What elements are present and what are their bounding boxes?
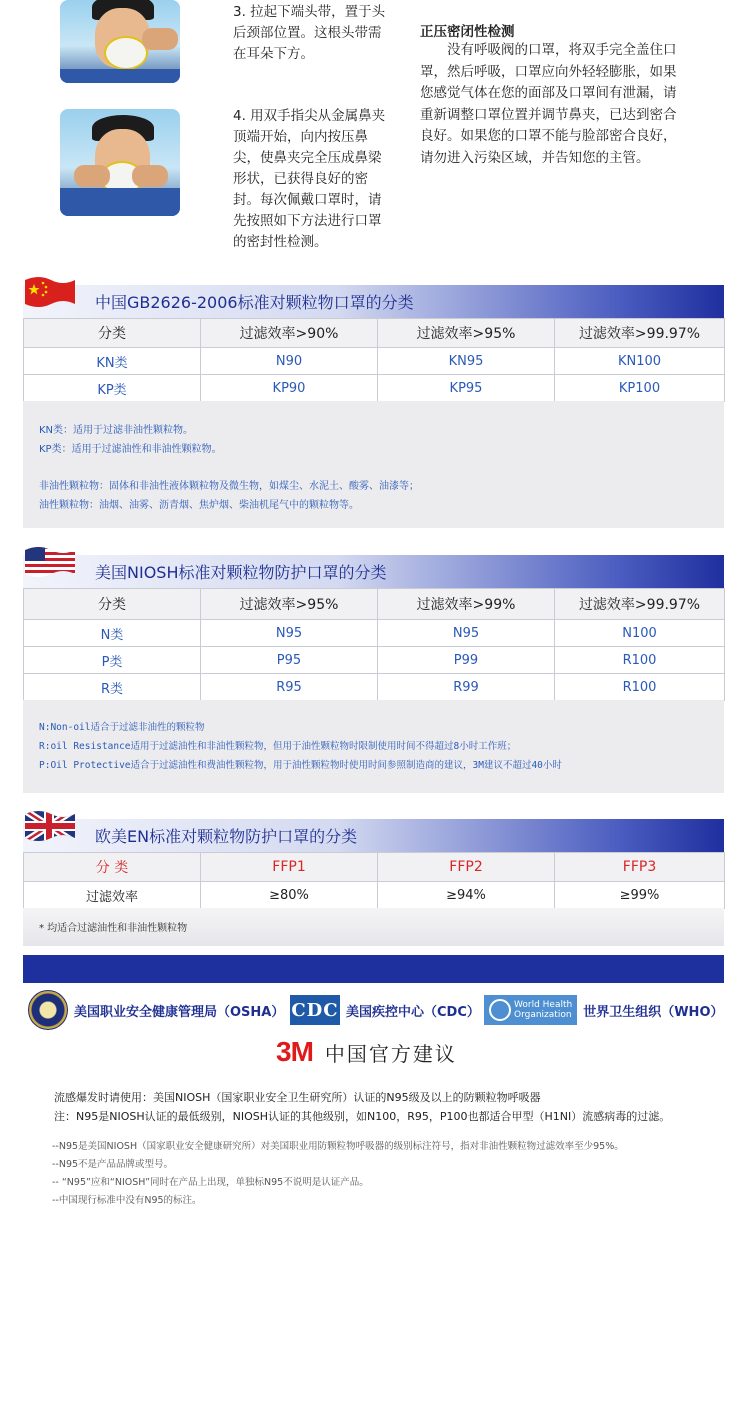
- hand: [74, 165, 110, 187]
- table-header: 过滤效率>99%: [378, 589, 555, 620]
- table-header: 分类: [24, 319, 201, 348]
- table-cell: P99: [378, 647, 555, 674]
- step-line: 先按照如下方法进行口罩: [233, 213, 382, 229]
- china-banner: [23, 285, 724, 318]
- note-line: N:Non-oil适合于过滤非油性的颗粒物: [39, 722, 205, 733]
- usa-notes: [23, 700, 724, 793]
- table-cell: N95: [201, 620, 378, 647]
- table-header: FFP1: [201, 853, 378, 882]
- step-line: 顶端开始，向内按压鼻: [233, 129, 368, 145]
- europe-table: [23, 852, 725, 909]
- note-line: P:Oil Protective适合于过滤油性和费油性颗粒物，用于油性颗粒物时使用时间参照制造商的建议，3M建议不超过40小时: [39, 760, 562, 771]
- cdc-label: 美国疾控中心（CDC）: [346, 1004, 480, 1020]
- step-line: 3. 拉起下端头带，置于头: [233, 4, 386, 20]
- table-cell: N100: [555, 620, 725, 647]
- hand: [132, 165, 168, 187]
- table-header: 分 类: [24, 853, 201, 882]
- note-line: 非油性颗粒物：固体和非油性液体颗粒物及微生物，如煤尘、水泥土、酸雾、油漆等；: [39, 481, 419, 492]
- usa-flag-icon: [21, 544, 77, 580]
- usa-table: [23, 588, 725, 701]
- table-cell: N90: [201, 348, 378, 375]
- who-logo-icon: [484, 995, 577, 1025]
- table-cell: R100: [555, 674, 725, 701]
- note-line: KP类：适用于过滤油性和非油性颗粒物。: [39, 444, 222, 455]
- china-section-title: 中国GB2626-2006标准对颗粒物口罩的分类: [95, 293, 414, 312]
- globe-icon: [489, 999, 511, 1021]
- europe-banner: [23, 819, 724, 852]
- osha-org: [28, 993, 284, 1027]
- step4-text: [233, 106, 385, 253]
- note-line: * 均适合过滤油性和非油性颗粒物: [39, 923, 188, 934]
- table-cell: P类: [24, 647, 201, 674]
- table-cell: KP95: [378, 375, 555, 402]
- table-cell: KN类: [24, 348, 201, 375]
- table-cell: R100: [555, 647, 725, 674]
- table-cell: KP类: [24, 375, 201, 402]
- 3m-logo: 3M: [276, 1036, 313, 1067]
- step4-photo: [60, 109, 180, 216]
- footnote-line: --中国现行标准中没有N95的标注。: [52, 1195, 202, 1206]
- shirt: [60, 69, 180, 83]
- china-table: [23, 318, 725, 402]
- table-cell: R类: [24, 674, 201, 701]
- table-cell: ≥80%: [201, 882, 378, 909]
- official-advice-title: 中国官方建议: [324, 1041, 457, 1066]
- step-line: 尖，使鼻夹完全压成鼻梁: [233, 150, 382, 166]
- step-line: 4. 用双手指尖从金属鼻夹: [233, 108, 386, 124]
- table-cell: KP100: [555, 375, 725, 402]
- footnote-line: -- “N95”应和“NIOSH”同时在产品上出现，单独标N95不说明是认证产品。: [52, 1177, 369, 1188]
- usa-banner: [23, 555, 724, 588]
- step-line: 后颈部位置。这根头带需: [233, 25, 382, 41]
- note-line: KN类：适用于过滤非油性颗粒物。: [39, 425, 194, 436]
- table-header: 分类: [24, 589, 201, 620]
- europe-section-title: 欧美EN标准对颗粒物防护口罩的分类: [95, 827, 358, 846]
- uk-flag-icon: [21, 808, 77, 844]
- footnote-line: --N95不是产品品牌或型号。: [52, 1159, 174, 1170]
- table-cell: KN100: [555, 348, 725, 375]
- step-line: 在耳朵下方。: [233, 46, 314, 62]
- shirt: [60, 188, 180, 216]
- step-line: 形状，已获得良好的密: [233, 171, 368, 187]
- note-line: R:oil Resistance适用于过滤油性和非油性颗粒物，但用于油性颗粒物时限制使用时间不得超过8小时工作班；: [39, 741, 517, 752]
- step3-text: [233, 2, 385, 65]
- table-cell: KN95: [378, 348, 555, 375]
- table-cell: R99: [378, 674, 555, 701]
- table-cell: ≥94%: [378, 882, 555, 909]
- table-cell: N95: [378, 620, 555, 647]
- table-cell: KP90: [201, 375, 378, 402]
- step-line: 的密封性检测。: [233, 234, 328, 250]
- table-header: 过滤效率>95%: [201, 589, 378, 620]
- table-header: FFP2: [378, 853, 555, 882]
- table-cell: P95: [201, 647, 378, 674]
- osha-label: 美国职业安全健康管理局（OSHA）: [74, 1004, 285, 1020]
- seal-check-title: 正压密闭性检测: [420, 24, 515, 40]
- hand: [142, 28, 178, 50]
- table-cell: ≥99%: [555, 882, 725, 909]
- note-line: 油性颗粒物：油烟、油雾、沥青烟、焦炉烟、柴油机尾气中的颗粒物等。: [39, 500, 359, 511]
- osha-seal-icon: [28, 990, 68, 1030]
- divider-bar: [23, 955, 724, 983]
- step-line: 封。每次佩戴口罩时，请: [233, 192, 382, 208]
- table-cell: R95: [201, 674, 378, 701]
- footnote-line: --N95是美国NIOSH（国家职业安全健康研究所）对美国职业用防颗粒物呼吸器的级别标注符号，指对非油性颗粒物过滤效率至少95%。: [52, 1141, 624, 1152]
- china-notes: [23, 401, 724, 528]
- advice-line: 流感爆发时请使用：美国NIOSH（国家职业安全卫生研究所）认证的N95级及以上的防颗粒物呼吸器: [54, 1091, 541, 1104]
- table-cell: 过滤效率: [24, 882, 201, 909]
- china-flag-icon: [21, 274, 77, 310]
- seal-check-body: 没有呼吸阀的口罩，将双手完全盖住口罩，然后呼吸，口罩应向外轻轻膨胀，如果您感觉气体在您的面部及口罩间有泄漏，请重新调整口罩位置并调节鼻夹，已达到密合良好。如果您的口罩不能与脸部密合良好，请勿进入污染区域，并告知您的主管。: [420, 42, 677, 166]
- cdc-logo-icon: CDC: [290, 995, 340, 1025]
- table-header: 过滤效率>90%: [201, 319, 378, 348]
- advice-line: 注：N95是NIOSH认证的最低级别，NIOSH认证的其他级别，如N100，R95，P100也都适合甲型（H1NI）流感病毒的过滤。: [54, 1110, 671, 1123]
- who-label: 世界卫生组织（WHO）: [583, 1004, 724, 1020]
- table-header: 过滤效率>99.97%: [555, 319, 725, 348]
- europe-notes: [23, 908, 724, 946]
- table-header: 过滤效率>95%: [378, 319, 555, 348]
- who-logo-line: Organization: [514, 1010, 572, 1020]
- table-header: 过滤效率>99.97%: [555, 589, 725, 620]
- official-advice-header: [276, 1036, 457, 1068]
- who-org: [484, 993, 724, 1027]
- table-header: FFP3: [555, 853, 725, 882]
- step3-photo: [60, 0, 180, 83]
- usa-section-title: 美国NIOSH标准对颗粒物防护口罩的分类: [95, 563, 387, 582]
- who-logo-line: World Health: [514, 1000, 573, 1010]
- cdc-org: [290, 993, 480, 1027]
- table-cell: N类: [24, 620, 201, 647]
